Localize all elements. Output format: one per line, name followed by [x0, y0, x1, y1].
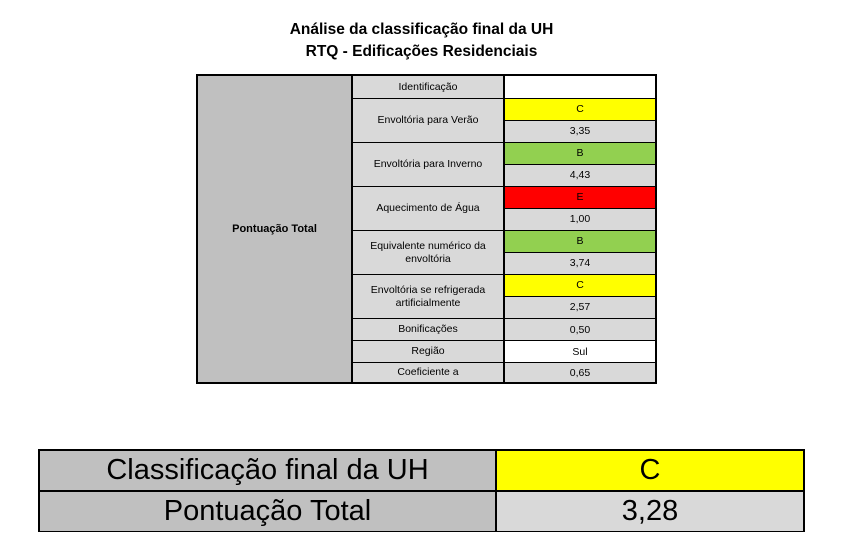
aquecimento-agua-label: Aquecimento de Água [353, 187, 505, 230]
equivalente-envoltoria-grade: B [505, 231, 655, 253]
regiao-value: Sul [505, 341, 655, 362]
envoltoria-inverno-grade: B [505, 143, 655, 165]
analysis-table [196, 74, 657, 384]
page-subtitle: RTQ - Edificações Residenciais [305, 43, 538, 60]
row-envoltoria-inverno [353, 143, 655, 187]
regiao-label: Região [353, 341, 505, 362]
identificacao-label: Identificação [353, 76, 505, 98]
aquecimento-agua-grade: E [505, 187, 655, 209]
envoltoria-verao-grade: C [505, 99, 655, 121]
total-score-label: Pontuação Total [198, 76, 353, 382]
identificacao-value [505, 76, 655, 98]
page-title: Análise da classificação final da UH [289, 21, 554, 38]
row-aquecimento-agua [353, 187, 655, 231]
envoltoria-refrigerada-score: 2,57 [505, 297, 655, 319]
final-classification-table [38, 449, 805, 532]
equivalente-envoltoria-score: 3,74 [505, 253, 655, 275]
row-regiao [353, 341, 655, 363]
envoltoria-inverno-score: 4,43 [505, 165, 655, 187]
envoltoria-verao-score: 3,35 [505, 121, 655, 143]
coeficiente-value: 0,65 [505, 363, 655, 382]
final-score-value: 3,28 [497, 492, 803, 531]
row-envoltoria-refrigerada [353, 275, 655, 319]
row-identificacao [353, 76, 655, 99]
envoltoria-refrigerada-grade: C [505, 275, 655, 297]
row-bonificacoes [353, 319, 655, 341]
bonificacoes-label: Bonificações [353, 319, 505, 340]
envoltoria-inverno-label: Envoltória para Inverno [353, 143, 505, 186]
row-equivalente-envoltoria [353, 231, 655, 275]
bonificacoes-value: 0,50 [505, 319, 655, 340]
final-score-row [40, 492, 803, 531]
equivalente-envoltoria-label: Equivalente numérico da envoltória [353, 231, 505, 274]
aquecimento-agua-score: 1,00 [505, 209, 655, 231]
envoltoria-verao-label: Envoltória para Verão [353, 99, 505, 142]
envoltoria-refrigerada-label: Envoltória se refrigerada artificialmente [353, 275, 505, 318]
final-classification-row [40, 451, 803, 492]
final-classification-value: C [497, 451, 803, 490]
row-envoltoria-verao [353, 99, 655, 143]
final-classification-label: Classificação final da UH [40, 451, 497, 490]
row-coeficiente [353, 363, 655, 382]
coeficiente-label: Coeficiente a [353, 363, 505, 382]
final-score-label: Pontuação Total [40, 492, 497, 531]
